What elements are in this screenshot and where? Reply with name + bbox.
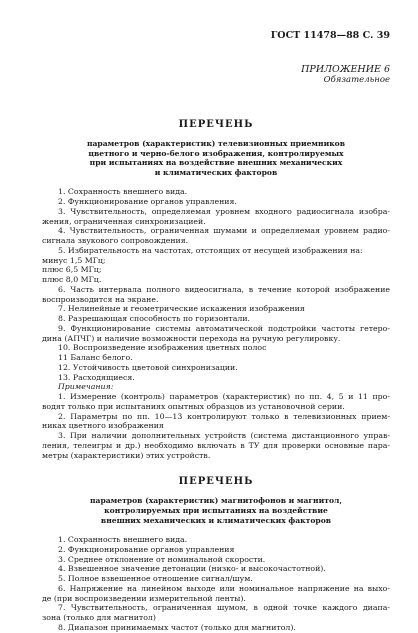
note-item: водят только при испытаниях опытных образцов из установочной серии. xyxy=(42,401,345,411)
notes-block xyxy=(42,382,390,460)
note-item: ления, телеигры и др.) необходимо включать в ТУ для проверки основные пара- xyxy=(42,440,390,450)
list-item: 5. Избирательность на частотах, отстоящих от несущей изображения на: xyxy=(58,245,363,255)
note-item: 1. Измерение (контроль) параметров (характеристик) по пп. 4, 5 и 11 про- xyxy=(58,392,390,402)
appendix-subtitle: Обязательное xyxy=(323,75,390,85)
list-item: плюс 8,0 МГц. xyxy=(42,275,102,285)
list-item: 6. Напряжение на линейном выходе или номинальное напряжение на выхо- xyxy=(58,583,390,593)
list-item: 9. Функционирование системы автоматической подстройки частоты гетеро- xyxy=(58,323,390,333)
note-item: никах цветного изображения xyxy=(42,421,164,431)
list-item: 7. Чувствительность, ограниченная шумом, в одной точке каждого диапа- xyxy=(58,603,390,613)
list-item: дина (АПЧГ) и наличие возможности перехода на ручную регулировку. xyxy=(42,333,341,343)
section-title: ПЕРЕЧЕНЬ xyxy=(178,476,254,488)
list-item: 13. Расходящиеся. xyxy=(58,372,135,382)
list-item: 7. Нелинейные и геометрические искажения изображения xyxy=(58,304,305,314)
subtitle-line: цветного и черно-белого изображения, контролируемых xyxy=(88,148,344,158)
list-item: 5. Полное взвешенное отношение сигнал/шум. xyxy=(58,574,253,584)
list-item: воспроизводится на экране. xyxy=(42,294,159,304)
page-header: ГОСТ 11478—88 С. 39 xyxy=(270,30,390,41)
list-item: жения, ограниченная синхронизацией. xyxy=(42,216,206,226)
list-item: 4. Взвешенное значение детонации (низко- и высокочастотной). xyxy=(58,564,326,574)
subtitle-line: параметров (характеристик) магнитофонов и магнитол, xyxy=(89,496,343,506)
subtitle-line: при испытаниях на воздействие внешних механических xyxy=(89,158,343,168)
appendix-block xyxy=(42,64,390,86)
list-item: 2. Функционирование органов управления. xyxy=(58,197,237,207)
subtitle-line: внешних механических и климатических факторов xyxy=(100,515,332,525)
list-item: минус 1,5 МГц; xyxy=(42,255,106,265)
note-item: 2. Параметры по пп. 10—13 контролируют только в телевизионных прием- xyxy=(58,411,390,421)
list-item: 3. Среднее отклонение от номинальной скорости. xyxy=(58,554,266,564)
list-item: 10. Воспроизведение изображения цветных полос xyxy=(58,343,267,353)
list-item: 8. Диапазон принимаемых частот (только для магнитол). xyxy=(58,622,296,632)
notes-list xyxy=(42,392,390,460)
list-item: 12. Устойчивость цветовой синхронизации. xyxy=(58,362,238,372)
parameter-list xyxy=(42,187,390,382)
list-item: 11 Баланс белого. xyxy=(58,353,133,363)
list-item: 6. Часть интервала полного видеосигнала, в течение которой изображение xyxy=(58,284,390,294)
section-tape-recorders xyxy=(42,476,390,632)
parameter-list xyxy=(42,535,390,633)
list-item: 1. Сохранность внешнего вида. xyxy=(58,535,188,545)
appendix-title: ПРИЛОЖЕНИЕ 6 xyxy=(301,64,390,75)
subtitle-line: и климатических факторов xyxy=(154,167,278,177)
list-item: плюс 6,5 МГц; xyxy=(42,265,102,275)
note-item: 3. При наличии дополнительных устройств (система дистанционного управ- xyxy=(58,431,390,441)
list-item: де (при воспроизведении измерительной ленты). xyxy=(42,593,246,603)
list-item: 2. Функционирование органов управления xyxy=(58,544,235,554)
subtitle-line: параметров (характеристик) телевизионных приемников xyxy=(86,139,346,148)
list-item: 3. Чувствительность, определяемая уровнем входного радиосигнала изобра- xyxy=(58,206,390,216)
list-item: сигнала звукового сопровождения. xyxy=(42,236,189,246)
section-subtitle xyxy=(42,496,390,525)
note-item: метры (характеристики) этих устройств. xyxy=(42,450,211,460)
notes-heading: Примечания: xyxy=(58,382,114,392)
list-item: 4. Чувствительность, ограниченная шумами и определяемая уровнем радио- xyxy=(58,226,390,236)
list-item: 1. Сохранность внешнего вида. xyxy=(58,187,188,197)
section-title: ПЕРЕЧЕНЬ xyxy=(178,119,254,130)
list-item: 8. Разрешающая способность по горизонтали. xyxy=(58,314,251,324)
subtitle-line: контролируемых при испытаниях на воздействие xyxy=(104,505,328,515)
section-subtitle xyxy=(42,139,390,177)
list-item: зона (только для магнитол) xyxy=(42,613,156,623)
section-tv-receivers xyxy=(42,119,390,460)
